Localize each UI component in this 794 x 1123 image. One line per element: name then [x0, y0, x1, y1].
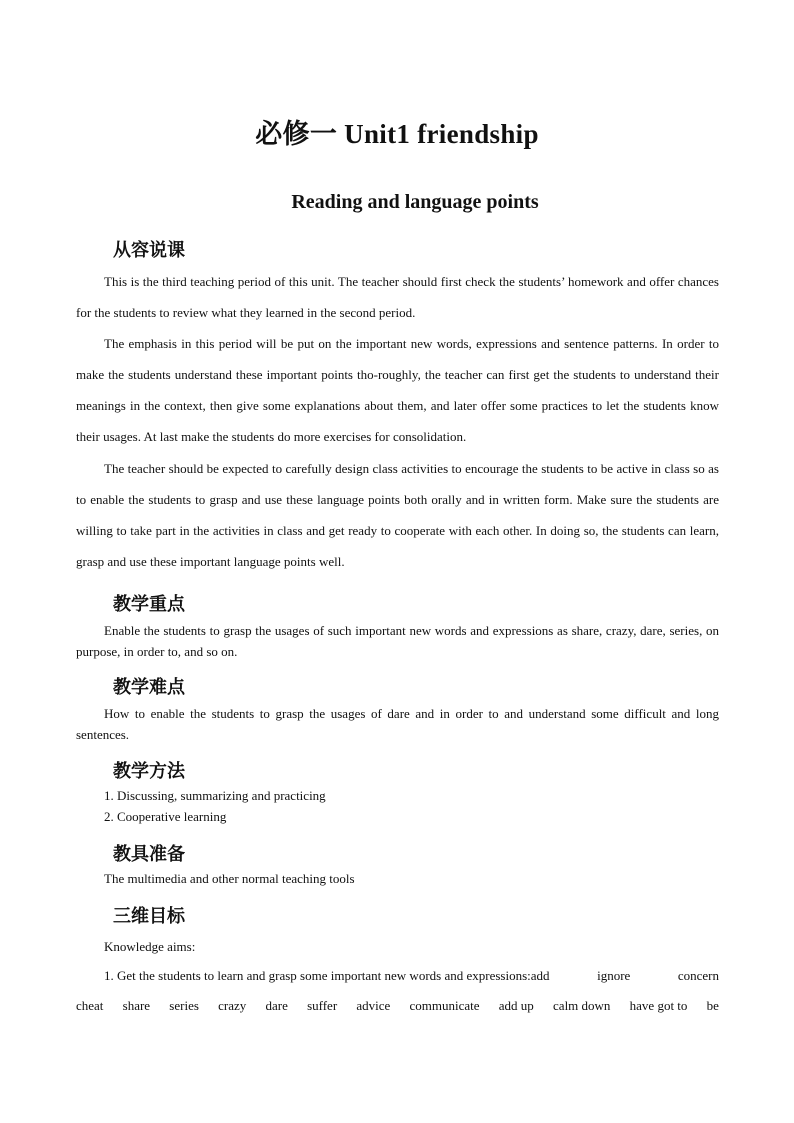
knowledge-aims-label: Knowledge aims: — [104, 939, 196, 954]
vocab-list — [76, 998, 719, 1014]
vocab-word: concern — [677, 968, 719, 983]
vocab-word: cheat — [76, 998, 104, 1013]
focus-text: Enable the students to grasp the usages of such important new words and expressions as share, crazy, dare, series, on purpose, in order to, and so on. — [76, 623, 719, 659]
section-heading-tools: 教具准备 — [113, 844, 185, 865]
vocab-word: share — [122, 998, 151, 1013]
vocab-word: have got to — [629, 998, 688, 1013]
section-heading-objectives: 三维目标 — [113, 906, 185, 927]
intro-paragraph-3: The teacher should be expected to carefully design class activities to encourage the students to be active in class so as to enable the students to grasp and use these language points both orally and in written form. Make sure the students are willing to take part in the activities in class and get ready to cooperate with each other. In doing so, the students can learn, grasp and use these important language points well. — [76, 461, 719, 569]
intro-paragraph-1: This is the third teaching period of this unit. The teacher should first check the students’ homework and offer chances for the students to review what they learned in the second period. — [76, 274, 719, 320]
section-heading-methods: 教学方法 — [113, 761, 185, 782]
vocab-word: add up — [498, 998, 534, 1013]
section-heading-focus: 教学重点 — [113, 594, 185, 615]
vocab-word: ignore — [597, 968, 631, 983]
vocab-word: communicate — [409, 998, 480, 1013]
objective-item-1 — [104, 968, 719, 984]
vocab-word: crazy — [218, 998, 247, 1013]
difficulty-text: How to enable the students to grasp the usages of dare and in order to and understand some difficult and long sentences. — [76, 706, 719, 742]
vocab-word: advice — [356, 998, 391, 1013]
vocab-word: be — [706, 998, 719, 1013]
page-title: 必修一 Unit1 friendship — [255, 119, 539, 149]
section-heading-difficulty: 教学难点 — [113, 677, 185, 698]
tools-text: The multimedia and other normal teaching tools — [104, 871, 355, 886]
section-heading-intro: 从容说课 — [113, 240, 185, 261]
vocab-word: suffer — [307, 998, 338, 1013]
vocab-word: calm down — [553, 998, 611, 1013]
vocab-word: dare — [265, 998, 288, 1013]
page-subtitle: Reading and language points — [291, 191, 539, 213]
method-item: 2. Cooperative learning — [104, 809, 227, 824]
vocab-word: series — [169, 998, 199, 1013]
objective-text: 1. Get the students to learn and grasp some important new words and expressions:add — [104, 968, 550, 983]
method-item: 1. Discussing, summarizing and practicing — [104, 788, 326, 803]
intro-paragraph-2: The emphasis in this period will be put on the important new words, expressions and sentence patterns. In order to make the students understand these important points tho-roughly, the teacher can first get the students to understand their meanings in the context, then give some explanations about them, and later offer some practices to let the students know their usages. At last make the students do more exercises for consolidation. — [76, 336, 719, 444]
